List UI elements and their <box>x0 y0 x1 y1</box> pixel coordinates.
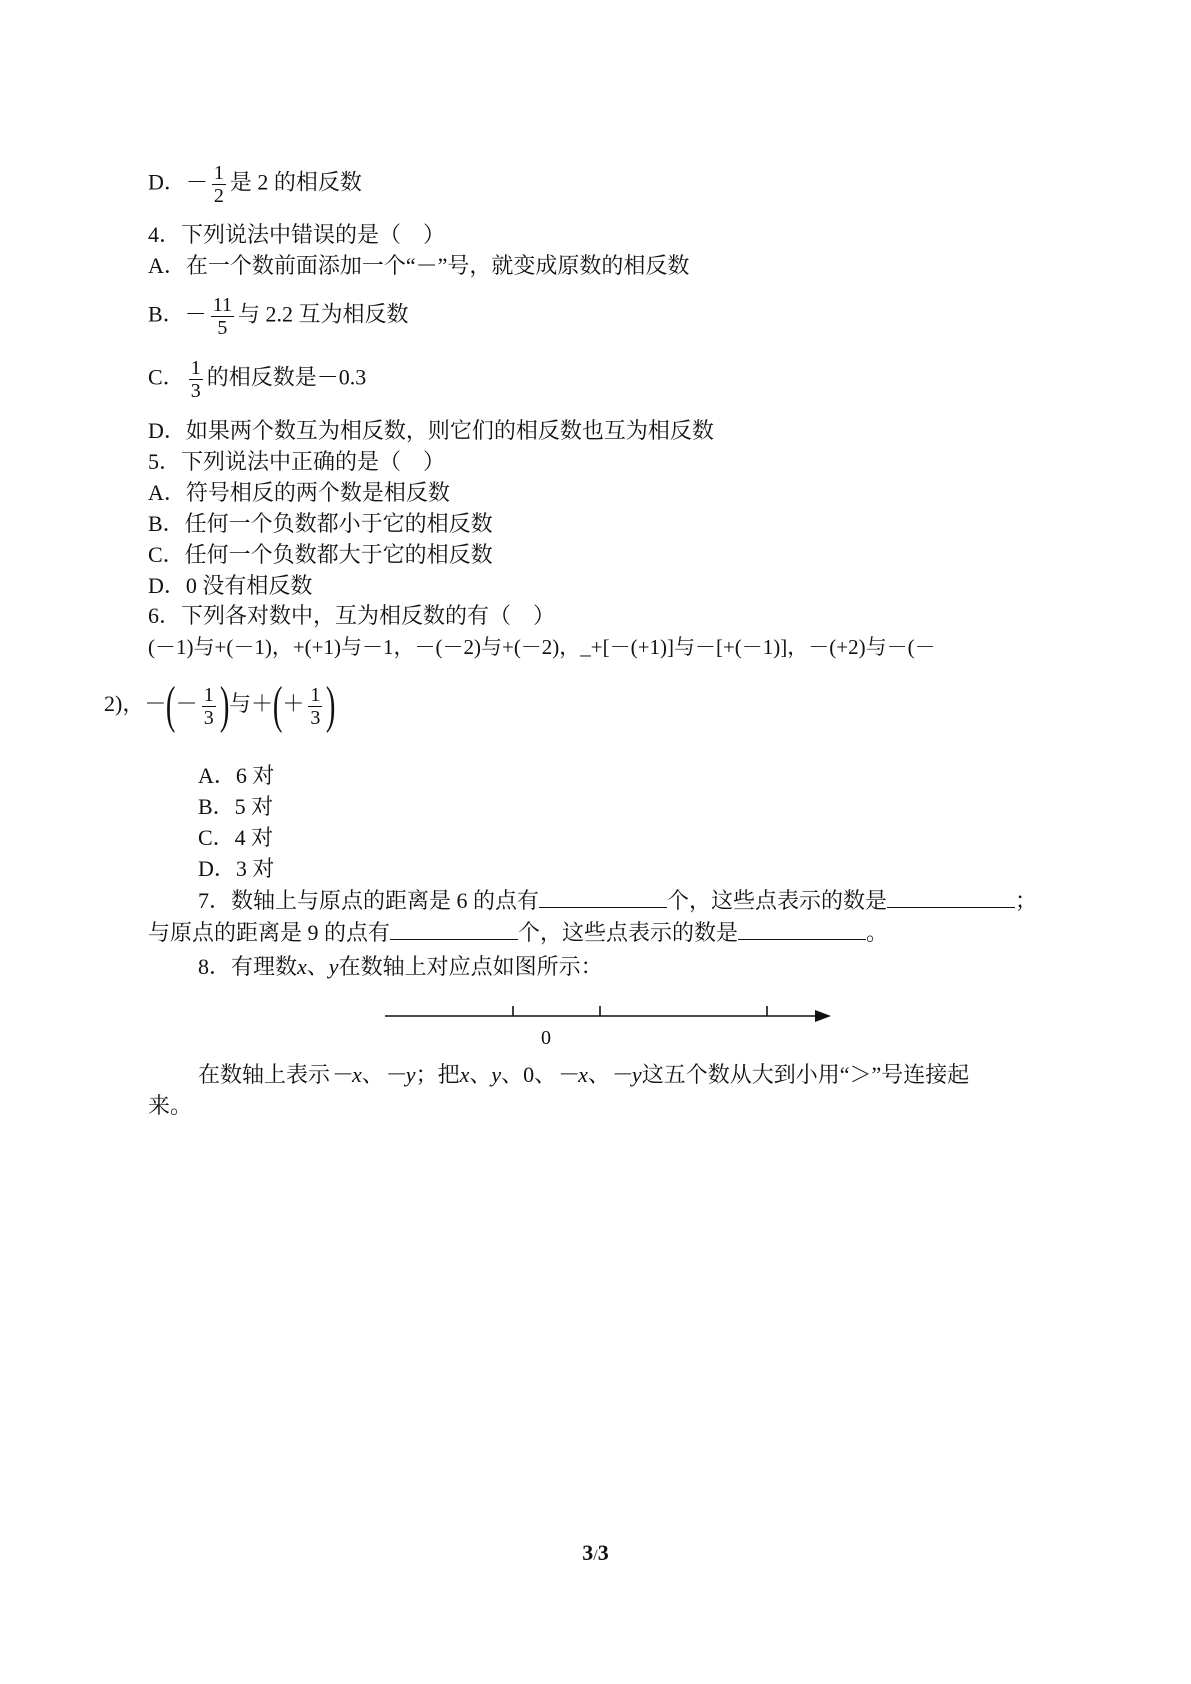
q6-pairs-line2 <box>104 677 336 734</box>
q5-option-b: B．任何一个负数都小于它的相反数 <box>148 511 493 536</box>
neg-x: －x <box>330 1062 362 1087</box>
q6-option-c: C．4 对 <box>198 825 274 850</box>
q7-text: 个，这些点表示的数是 <box>667 888 888 913</box>
minus-sign: － <box>185 169 208 195</box>
q5-stem: 5．下列说法中正确的是（ ） <box>148 449 446 474</box>
variable-y: y <box>328 954 339 979</box>
fraction-numerator: 11 <box>212 294 232 316</box>
q4-option-a: A．在一个数前面添加一个“－”号，就变成原数的相反数 <box>148 253 690 278</box>
inner-sign: ＋ <box>282 691 305 717</box>
inner-sign: － <box>175 691 198 717</box>
option-text: 是 2 的相反数 <box>229 169 362 195</box>
answer-blank <box>539 889 667 908</box>
separator: 、 <box>587 1062 610 1087</box>
q7-text: ； <box>1015 888 1038 913</box>
q5-option-d: D．0 没有相反数 <box>148 573 313 598</box>
left-paren: ( <box>272 677 283 734</box>
answer-blank <box>390 921 518 940</box>
q7-text: 个，这些点表示的数是 <box>518 920 739 945</box>
q6-option-a: A．6 对 <box>198 763 275 788</box>
q4-option-b <box>148 294 408 339</box>
q4-option-c <box>148 357 366 402</box>
q8-text: 、0、 <box>501 1062 557 1087</box>
fraction-denominator: 3 <box>203 706 214 729</box>
current-page: 3 <box>582 1540 594 1565</box>
fraction-denominator: 5 <box>217 317 228 339</box>
total-pages: 3 <box>597 1540 609 1565</box>
fraction <box>189 357 203 402</box>
fraction <box>308 684 322 729</box>
minus-sign: － <box>184 301 207 327</box>
q6-pairs-line1: (－1)与+(－1)，+(+1)与－1，－(－2)与+(－2)，_+[－(+1)]与－[+(－1)]，－(+2)与－(－ <box>148 635 936 659</box>
variable-y: y <box>491 1062 502 1087</box>
zero-label: 0 <box>541 1027 551 1049</box>
fraction-numerator: 1 <box>310 683 321 706</box>
answer-blank <box>738 921 866 940</box>
q7-text: 与原点的距离是 9 的点有 <box>148 920 391 945</box>
q8-text: 8．有理数 <box>198 954 298 979</box>
variable-x: x <box>459 1062 470 1087</box>
right-paren: ) <box>326 677 336 734</box>
fraction <box>211 294 234 339</box>
q8-text: 在数轴上表示 <box>198 1062 331 1087</box>
fraction-numerator: 1 <box>203 683 214 706</box>
q4-stem: 4．下列说法中错误的是（ ） <box>148 222 446 247</box>
q7-text: 。 <box>866 920 889 945</box>
q7-line2 <box>148 920 888 946</box>
q8-line2 <box>198 1062 969 1088</box>
separator: 、 <box>361 1062 384 1087</box>
variable-x: x <box>297 954 307 979</box>
q4-option-d: D．如果两个数互为相反数，则它们的相反数也互为相反数 <box>148 418 714 443</box>
fraction <box>202 684 216 729</box>
fraction-numerator: 1 <box>190 357 201 379</box>
q8-text: 这五个数从大到小用“＞”号连接起 <box>641 1062 970 1087</box>
neg-y: －y <box>609 1062 642 1087</box>
fraction-numerator: 1 <box>213 162 224 184</box>
option-label: C． <box>148 364 185 390</box>
connector-text: 与＋ <box>229 691 274 717</box>
q5-option-a: A．符号相反的两个数是相反数 <box>148 480 450 505</box>
q6-option-d: D．3 对 <box>198 856 275 881</box>
q8-text: 在数轴上对应点如图所示： <box>338 954 603 979</box>
right-paren: ) <box>219 677 230 734</box>
q5-option-c: C．任何一个负数都大于它的相反数 <box>148 542 493 567</box>
answer-blank <box>887 889 1015 908</box>
page-separator: / <box>593 1547 598 1564</box>
neg-y: －y <box>383 1062 416 1087</box>
option-text: 的相反数是－0.3 <box>206 364 367 390</box>
option-label: B． <box>148 301 185 327</box>
option-label: D． <box>148 169 186 195</box>
q3-option-d <box>148 162 362 207</box>
minus-sign: － <box>144 691 167 717</box>
q6-option-b: B．5 对 <box>198 794 274 819</box>
fraction <box>212 162 226 207</box>
fraction-denominator: 3 <box>310 706 321 729</box>
fraction-denominator: 3 <box>190 380 201 402</box>
fraction-denominator: 2 <box>213 185 224 207</box>
left-paren: ( <box>166 677 176 734</box>
q8-stem <box>198 954 603 980</box>
q8-line3: 来。 <box>148 1093 193 1118</box>
separator: 、 <box>469 1062 492 1087</box>
separator: 、 <box>306 954 329 979</box>
number-line-arrow <box>815 1010 831 1022</box>
neg-x: －x <box>556 1062 588 1087</box>
page-number <box>0 1540 1191 1566</box>
pairs-text: 2)， <box>104 691 145 717</box>
q7-text: 7．数轴上与原点的距离是 6 的点有 <box>198 888 540 913</box>
q6-stem: 6．下列各对数中，互为相反数的有（ ） <box>148 603 556 628</box>
option-text: 与 2.2 互为相反数 <box>237 301 409 327</box>
number-line-figure <box>385 998 835 1058</box>
q7-line1 <box>198 888 1037 914</box>
q8-text: ；把 <box>415 1062 460 1087</box>
